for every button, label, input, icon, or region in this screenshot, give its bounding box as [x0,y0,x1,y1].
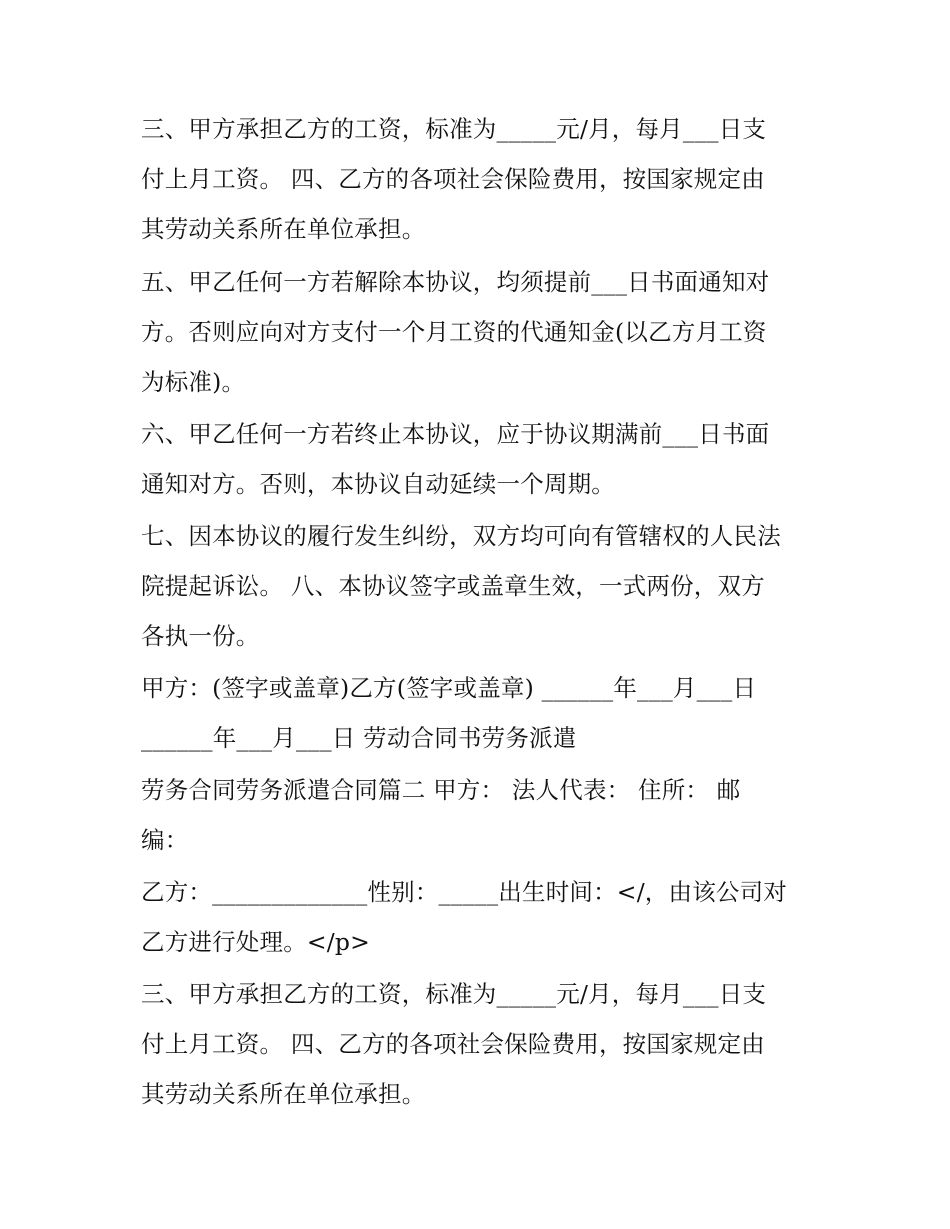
text-line: 七、因本协议的履行发生纠纷，双方均可向有管辖权的人民法 [141,522,781,550]
text-line: 三、甲方承担乙方的工资，标准为_____元/月，每月___日支 [141,115,767,143]
text-line: 劳务合同劳务派遣合同篇二 甲方： 法人代表： 住所： 邮 [141,776,741,804]
text-line: 乙方进行处理。</p> [141,928,371,956]
text-line: 其劳动关系所在单位承担。 [141,215,426,243]
text-line: 乙方：_____________性别：_____出生时间：</，由该公司对 [141,878,788,906]
text-line: 为标准)。 [141,368,246,396]
text-line: 各执一份。 [141,622,260,650]
text-line: 三、甲方承担乙方的工资，标准为_____元/月，每月___日支 [141,980,767,1008]
text-line: 甲方：(签字或盖章)乙方(签字或盖章) ______年___月___日 [141,674,757,702]
text-line: 五、甲乙任何一方若解除本协议，均须提前___日书面通知对 [141,268,770,296]
text-line: ______年___月___日 劳动合同书劳务派遣 [141,724,577,752]
text-line: 付上月工资。 四、乙方的各项社会保险费用，按国家规定由 [141,1030,765,1058]
text-line: 方。否则应向对方支付一个月工资的代通知金(以乙方月工资 [141,318,767,346]
text-line: 通知对方。否则，本协议自动延续一个周期。 [141,470,615,498]
text-line: 其劳动关系所在单位承担。 [141,1080,426,1108]
text-line: 付上月工资。 四、乙方的各项社会保险费用，按国家规定由 [141,165,765,193]
text-line: 六、甲乙任何一方若终止本协议，应于协议期满前___日书面 [141,420,770,448]
text-line: 编： [141,826,189,854]
text-line: 院提起诉讼。 八、本协议签字或盖章生效，一式两份，双方 [141,572,765,600]
